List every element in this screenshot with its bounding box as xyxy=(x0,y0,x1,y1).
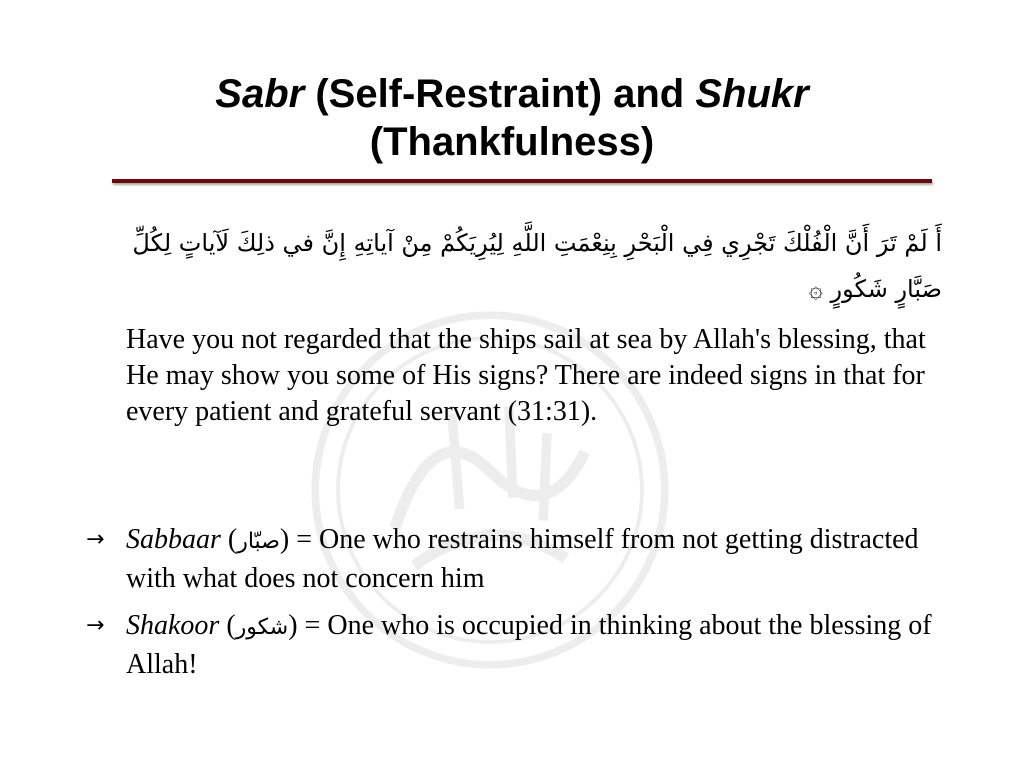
title-line-1 xyxy=(60,70,964,118)
definition-text-shakoor: ) = One who is occupied in thinking about the blessing of Allah! xyxy=(126,610,932,680)
title-term-sabr: Sabr xyxy=(215,72,305,116)
definition-item-shakoor xyxy=(86,607,946,683)
open-paren: ( xyxy=(220,524,238,555)
verse-translation: Have you not regarded that the ships sail at sea by Allah's blessing, that He may show you some of His signs? There are indeed signs in that for every patient and grateful servant (31:31). xyxy=(126,324,926,427)
arrow-right-icon: → xyxy=(86,527,105,552)
arabic-word-shakoor: شكور xyxy=(235,615,289,640)
definition-text-sabbaar: ) = One who restrains himself from not getting distracted with what does not concern him xyxy=(126,524,919,594)
title-term-shukr: Shukr xyxy=(695,72,809,116)
open-paren: ( xyxy=(219,610,236,641)
definition-item-sabbaar xyxy=(86,521,946,597)
arabic-word-sabbaar: صبّار xyxy=(237,529,280,554)
title-middle-text: (Self-Restraint) and xyxy=(304,72,696,116)
slide-title xyxy=(60,70,964,166)
definition-list xyxy=(86,521,946,693)
arrow-right-icon: → xyxy=(86,613,105,638)
term-sabbaar: Sabbaar xyxy=(126,524,221,555)
arabic-verse: أَ لَمْ تَرَ أَنَّ الْفُلْكَ تَجْرِي فِي الْبَحْرِ بِنِعْمَتِ اللَّهِ لِيُرِيَكُمْ مِنْ آياتِهِ إِنَّ في ذلِكَ لَآياتٍ لِكُلِّ صَبَّارٍ شَكُورٍ ۞ xyxy=(132,229,942,303)
title-divider xyxy=(112,179,932,183)
term-shakoor: Shakoor xyxy=(126,610,220,641)
title-line-2: (Thankfulness) xyxy=(369,120,655,164)
